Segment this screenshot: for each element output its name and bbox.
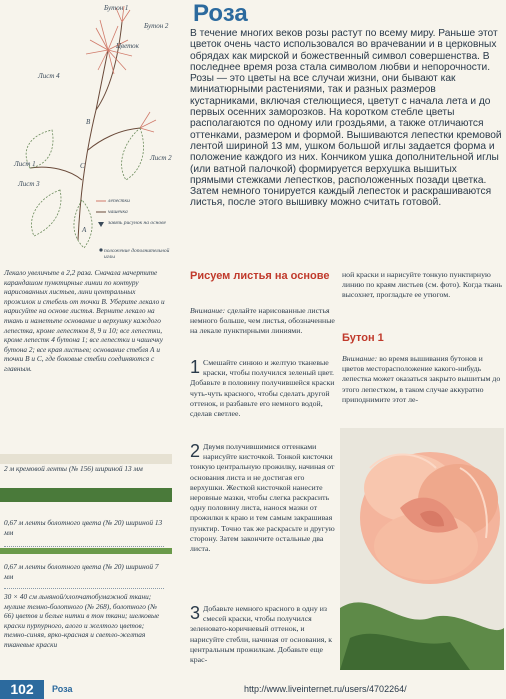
page-number: 102 (0, 680, 44, 699)
label-leaf4: Лист 4 (38, 72, 60, 80)
source-url: http://www.liveinternet.ru/users/4702264/ (244, 684, 407, 694)
label-leaf1: Лист 1 (14, 160, 36, 168)
legend-petals: лепестки (108, 198, 130, 204)
divider (4, 588, 164, 589)
warning-text: во время вышивания бутонов и цветов месторасположение какого-нибудь лепестка может оказаться закрыто вышитым до этого лепестком, в таком случае аккуратно приподнимите этот ле- (342, 354, 501, 404)
section-title-bud1: Бутон 1 (342, 332, 384, 344)
step-text: Смешайте синюю и желтую тканевые краски, чтобы получился зеленый цвет. Добавьте в половину получившейся краски чуть-чуть красного, чтобы сделать другой оттенок, и разбавьте его немного водой, сделав светлее. (190, 358, 335, 419)
label-bud2: Бутон 2 (144, 22, 169, 30)
divider (4, 546, 164, 547)
green-ribbon-13mm-swatch (0, 488, 172, 502)
material-fabric-threads-paints: 30 × 40 см льняной/хлопчатобумажной ткани; мулине темно-болотного (№ 268), болотного (№ 66) цветов и белые нитки в тон ткани; шелковые краски пурпурного, алого и желтого цветов; темно-синяя, ярко-красная и светло-желтая тканевые краски (4, 592, 160, 649)
step-text: Двумя получившимися оттенками нарисуйте кисточкой. Тонкой кисточки тонкую центральную прожилку, начиная от основания листа и не достигая его верхушки. Жесткой кисточкой нанесите неровные мазки, чтобы слегка раскрасить одну половину листа, нанося мазки от прожилки к краю и тем самым закрашивая пунктир. Точно так же раскрасьте и другую сторону. Затем закончите остальные два листа. (190, 442, 335, 554)
green-ribbon-7mm-swatch (0, 548, 172, 554)
step-number: 2 (190, 441, 201, 461)
step-number: 3 (190, 603, 201, 623)
section-title-leaves: Рисуем листья на основе (190, 270, 330, 282)
step-1 (190, 358, 336, 419)
cream-ribbon-swatch (0, 454, 172, 464)
label-bud1: Бутон 1 (104, 4, 129, 12)
label-leaf3: Лист 3 (18, 180, 40, 188)
step-number: 1 (190, 357, 201, 377)
step-2 (190, 442, 336, 554)
embroidered-rose-photo (340, 428, 504, 670)
label-flower: Цветок (116, 42, 139, 50)
marker-b: B (86, 118, 91, 126)
material-cream-ribbon: 2 м кремовой ленты (№ 156) шириной 13 мм (4, 464, 143, 473)
material-green-ribbon-13mm: 0,67 м ленты болотного цвета (№ 20) шириной 13 мм (4, 518, 163, 537)
material-green-ribbon-7mm: 0,67 м ленты болотного цвета (№ 20) шириной 7 мм (4, 562, 159, 581)
legend-position-note: положение дополнительной иглы (104, 248, 170, 260)
label-leaf2: Лист 2 (150, 154, 172, 162)
pattern-instructions: Лекало увеличьте в 2,2 раза. Сначала начертите карандашом пунктирные линии по контуру нарисованных листьев, лини центральных прожилок и стебель от точки В. Уберите лекало и нарисуйте на основе листья. Верните лекало на ткань и наметьте основание и верхушку каждого лепестка, кроме лепестков 8, 9 и 10; все лепестки, кроме лепестк 4 бутона 1; все лепестки и чашечку бутона 2; все края листьев; основание стебля А и точки В и С, где боковые стебли соединяются с главным. (4, 268, 165, 373)
legend-drawing: завязь рисунок на основе (108, 220, 166, 226)
warning-text: сделайте нарисованные листья немного больше, чем листья, обозначенные на лекале пунктирными линиями. (190, 306, 335, 336)
warning-label: Внимание: (342, 354, 378, 363)
bud-warning (342, 354, 502, 405)
marker-a: A (82, 226, 87, 234)
intro-paragraph: В течение многих веков розы растут по всему миру. Раньше этот цветок очень часто использовался во врачевании и в церковных обрядах как мирской и божественный символ совершенства. В последнее время роза стала символом любви и непорочности. Розы — это цветы на все случаи жизни, они бывают как миниатюрными растениями, так и разных размеров кустарниками, включая стелющиеся, цветут с начала лета и до первых осенних заморозков. На коротком стебле цветы располагаются по одному или гроздьями, а также отличаются оттенками, размером и формой. Вышиваются лепестки кремовой лентой шириной 13 мм, ушком большой иглы задается форма и положение каждого из них. Кончиком ушка дополнительной иглы (или ватной палочкой) формируется верхушка вышитых прямыми стежками лепестков, расположенных позади цветка. Затем немного тонируется каждый лепесток и раскрашиваются листья, после этого вышивку можно считать готовой. (190, 28, 502, 209)
leaves-warning (190, 306, 336, 337)
step-text: Добавьте немного красного в одну из смесей краски, чтобы получился зеленовато-коричневый оттенок, и нарисуйте стебли, начиная от основания, к центральным прожилкам. Добавьте еще крас- (190, 604, 333, 665)
legend-calyx: чашечка (108, 209, 128, 215)
step-3 (190, 604, 336, 665)
step-3-continuation: ной краски и нарисуйте тонкую пунктирную линию по краям листьев (см. фото). Когда ткань высохнет, прогладьте ее утюгом. (342, 270, 502, 300)
marker-c: C (80, 162, 85, 170)
running-head: Роза (52, 684, 73, 694)
page-title: Роза (193, 0, 248, 27)
warning-label: Внимание: (190, 306, 226, 315)
sidebar (0, 0, 172, 699)
